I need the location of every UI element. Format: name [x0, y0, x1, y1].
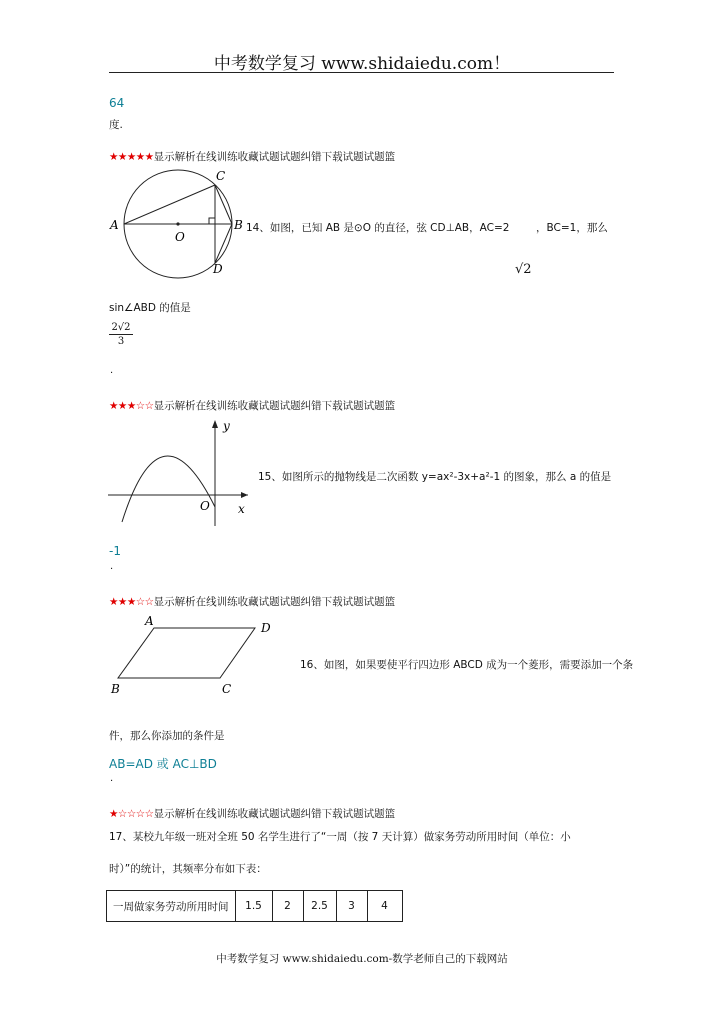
difficulty-stars: ★☆☆☆☆ — [109, 808, 154, 820]
fig-label-o: O — [175, 230, 185, 244]
q16-text2: 件，那么你添加的条件是 — [109, 730, 225, 742]
table-header-cell: 一周做家务劳动所用时间 — [107, 891, 236, 922]
question-toolbar-2 — [109, 394, 395, 413]
fig-label-x: x — [238, 502, 245, 516]
table-cell: 3 — [336, 891, 367, 922]
q13-answer: 64 — [109, 96, 125, 110]
q15-parabola-figure — [108, 418, 253, 528]
q13-unit: 度. — [109, 119, 123, 131]
question-toolbar-4 — [109, 802, 395, 821]
difficulty-stars: ★★★☆☆ — [109, 400, 154, 412]
q14-text: 14、如图，已知 AB 是⊙O 的直径，弦 CD⊥AB，AC=2 — [246, 222, 510, 234]
q14-sqrt2: √2 — [515, 262, 532, 277]
fig-label-d: D — [213, 262, 223, 276]
table-row — [107, 891, 403, 922]
q14-answer-fraction — [109, 322, 133, 347]
fig-label-c: C — [216, 169, 226, 183]
fig-label-d: D — [261, 621, 271, 635]
question-toolbar-3 — [109, 590, 395, 609]
table-cell: 1.5 — [235, 891, 272, 922]
toolbar-actions[interactable]: 显示解析在线训练收藏试题试题纠错下载试题试题篮 — [153, 151, 396, 163]
frequency-table — [106, 890, 403, 922]
toolbar-actions[interactable]: 显示解析在线训练收藏试题试题纠错下载试题试题篮 — [153, 808, 396, 820]
q15-answer: -1 — [109, 544, 121, 558]
q16-answer: AB=AD 或 AC⊥BD — [109, 757, 217, 771]
table-cell: 2 — [272, 891, 303, 922]
page-footer: 中考数学复习 www.shidaiedu.com-数学老师自己的下载网站 — [216, 953, 508, 965]
q15-period: . — [110, 561, 114, 572]
q14-text-tail: ，BC=1，那么 — [536, 222, 608, 234]
fraction-numerator: 2√2 — [111, 322, 131, 333]
fig-label-a: A — [110, 218, 119, 232]
q14-circle-figure — [105, 165, 245, 280]
page-header: 中考数学复习 www.shidaiedu.com！ — [213, 54, 511, 74]
q15-text: 15、如图所示的抛物线是二次函数 y=ax²-3x+a²-1 的图象，那么 a 的值是 — [258, 471, 612, 483]
toolbar-actions[interactable]: 显示解析在线训练收藏试题试题纠错下载试题试题篮 — [153, 400, 396, 412]
table-cell: 4 — [367, 891, 402, 922]
header-rule — [109, 72, 614, 73]
fig-label-y: y — [223, 419, 230, 433]
q17-text: 17、某校九年级一班对全班 50 名学生进行了“一周（按 7 天计算）做家务劳动所用时间（单位：小 — [109, 831, 571, 843]
q16-period: . — [110, 773, 114, 784]
difficulty-stars: ★★★☆☆ — [109, 596, 154, 608]
fig-label-c: C — [222, 682, 232, 696]
q14-period: . — [110, 365, 114, 376]
q17-text2: 时）”的统计，其频率分布如下表： — [109, 863, 267, 875]
fig-label-b: B — [234, 218, 243, 232]
difficulty-stars: ★★★★★ — [109, 151, 154, 163]
fig-label-b: B — [111, 682, 120, 696]
fraction-denominator: 3 — [117, 336, 125, 347]
q16-text: 16、如图，如果要使平行四边形 ABCD 成为一个菱形，需要添加一个条 — [300, 659, 634, 671]
fig-label-a: A — [145, 615, 154, 628]
fig-label-o: O — [200, 499, 210, 513]
q14-text2: sin∠ABD 的值是 — [109, 302, 191, 314]
toolbar-actions[interactable]: 显示解析在线训练收藏试题试题纠错下载试题试题篮 — [153, 596, 396, 608]
q16-parallelogram-figure — [108, 615, 278, 697]
table-cell: 2.5 — [303, 891, 336, 922]
question-toolbar-1 — [109, 145, 395, 164]
